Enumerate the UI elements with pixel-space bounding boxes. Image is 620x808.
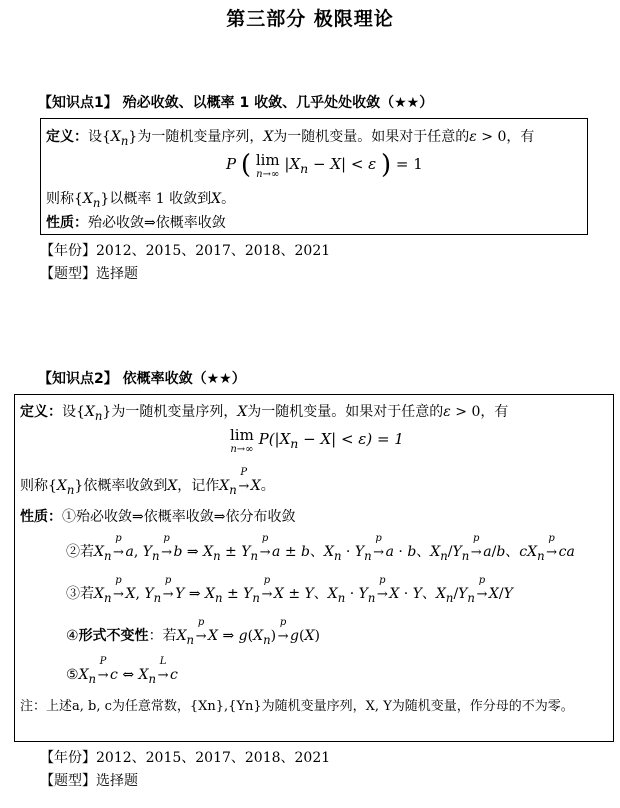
kp2-year: 【年份】2012、2015、2017、2018、2021: [40, 750, 331, 766]
kp2-property-2: ②若$X_n$ p → a, $Y_n$ p → b ⇒ $X_n \pm Y_n$ p → a ± b、$X_n \cdot Y_n$ p → a · b、$X_n/Y_n$ p → a/b、$cX_n$ p → ca: [66, 533, 575, 563]
kp1-definition: 定义：设$\{X_n\}$为一随机变量序列，X为一随机变量。如果对于任意的ε > 0，有: [46, 129, 535, 148]
kp1-year: 【年份】2012、2015、2017、2018、2021: [40, 243, 331, 259]
kp2-note: 注：上述a, b, c为任意常数，{Xn},{Yn}为随机变量序列，X, Y为随机变量，作分母的不为零。: [20, 699, 574, 714]
kp2-property-1: 性质：①殆必收敛⇒依概率收敛⇒依分布收敛: [20, 509, 296, 525]
kp2-conclusion: 则称$\{X_n\}$依概率收敛到X，记作$X_n$ P → X。: [20, 467, 275, 497]
kp1-heading: 【知识点1】 殆必收敛、以概率 1 收敛、几乎处处收敛（★★）: [38, 95, 434, 111]
kp2-formula: lim n→∞ $P(|X_n - X| < \varepsilon) = 1$: [230, 426, 404, 455]
kp2-property-3: ③若$X_n$ p → X, $Y_n$ p → Y ⇒ $X_n \pm Y_n$ p → X ± Y、$X_n \cdot Y_n$ p → X · Y、$X_n/Y_n$ p → X/Y: [66, 575, 513, 605]
kp1-conclusion: 则称$\{X_n\}$以概率 1 收敛到X。: [46, 191, 236, 210]
kp2-heading: 【知识点2】 依概率收敛（★★）: [38, 371, 246, 387]
kp2-property-5: $⑤X_n$ P → c ⇔ $X_n$ L → c: [66, 656, 178, 686]
kp1-formula: P ( lim n→∞ $|X_n - X| < \varepsilon$ ) = 1: [226, 150, 423, 180]
kp2-definition: 定义：设$\{X_n\}$为一随机变量序列，X为一随机变量。如果对于任意的ε > 0，有: [20, 404, 509, 423]
kp1-property: 性质：殆必收敛⇒依概率收敛: [46, 215, 226, 231]
kp2-type: 【题型】选择题: [40, 773, 138, 789]
kp2-property-4: ④形式不变性：若$X_n$ p → X ⇒ $g(X_n)$ p → g(X): [66, 617, 320, 647]
page-title: 第三部分 极限理论: [226, 8, 394, 30]
kp1-type: 【题型】选择题: [40, 266, 138, 282]
